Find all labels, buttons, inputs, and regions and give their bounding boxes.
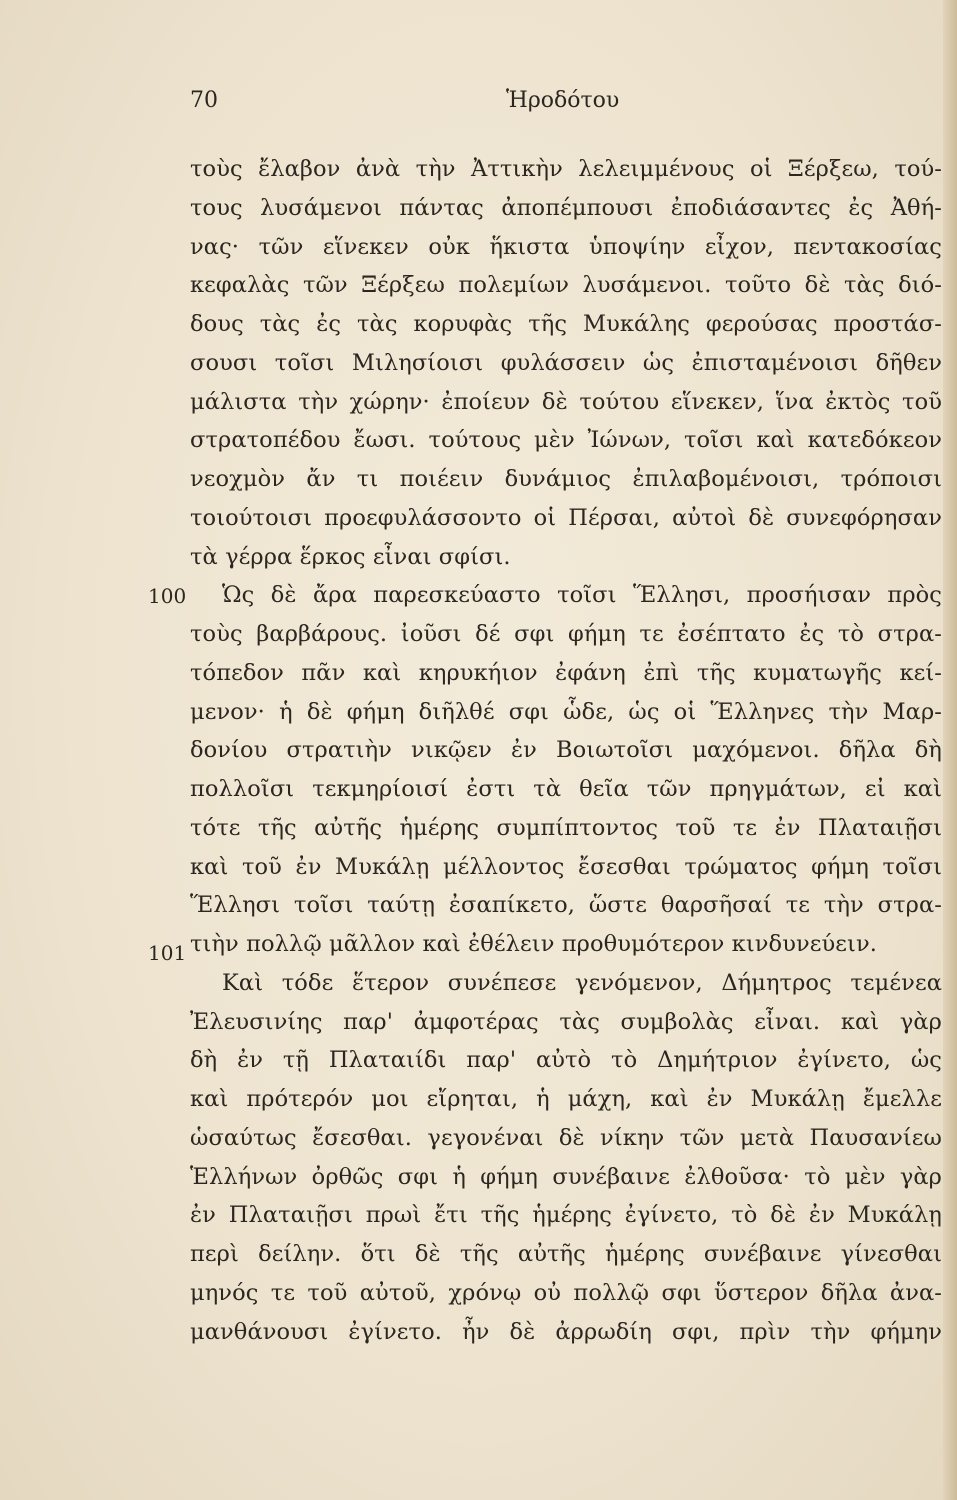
section-number: 100: [148, 584, 187, 608]
text-line: μενον· ἡ δὲ φήμη διῆλθέ σφι ὧδε, ὡς οἱ Ἕλληνες τὴν Μαρ-: [190, 698, 942, 725]
text-line: τότε τῆς αὐτῆς ἡμέρης συμπίπτοντος τοῦ τε ἐν Πλαταιῇσι: [190, 814, 942, 841]
text-line: Ἑλλήνων ὀρθῶς σφι ἡ φήμη συνέβαινε ἐλθοῦσα· τὸ μὲν γὰρ: [190, 1163, 942, 1190]
text-line: μηνός τε τοῦ αὐτοῦ, χρόνῳ οὐ πολλῷ σφι ὕστερον δῆλα ἀνα-: [190, 1279, 942, 1306]
text-line: τόπεδον πᾶν καὶ κηρυκήιον ἐφάνη ἐπὶ τῆς κυματωγῆς κεί-: [190, 659, 942, 686]
text-line: δους τὰς ἐς τὰς κορυφὰς τῆς Μυκάλης φερούσας προστάσ-: [190, 311, 942, 337]
body-text: [190, 150, 942, 1351]
text-line: δὴ ἐν τῇ Πλαταιίδι παρ' αὐτὸ τὸ Δημήτριον ἐγίνετο, ὡς: [190, 1047, 942, 1074]
text-line: καὶ πρότερόν μοι εἴρηται, ἡ μάχη, καὶ ἐν Μυκάλῃ ἔμελλε: [190, 1086, 942, 1112]
section-number: 101: [148, 941, 187, 965]
text-line: τὰ γέρρα ἕρκος εἶναι σφίσι.: [190, 543, 511, 570]
text-line: περὶ δείλην. ὅτι δὲ τῆς αὐτῆς ἡμέρης συνέβαινε γίνεσθαι: [190, 1241, 942, 1267]
text-line: ὡσαύτως ἔσεσθαι. γεγονέναι δὲ νίκην τῶν μετὰ Παυσανίεω: [190, 1124, 942, 1151]
running-title: Ἡροδότου: [506, 88, 620, 113]
text-line: στρατοπέδου ἔωσι. τούτους μὲν Ἰώνων, τοῖσι καὶ κατεδόκεον: [190, 427, 942, 454]
paragraph-start-line: Καὶ τόδε ἕτερον συνέπεσε γενόμενον, Δήμητρος τεμένεα: [222, 969, 942, 996]
page-header: [190, 88, 942, 120]
text-line: τους λυσάμενοι πάντας ἀποπέμπουσι ἐποδιάσαντες ἐς Ἀθή-: [190, 194, 942, 221]
text-line: Ἕλλησι τοῖσι ταύτῃ ἐσαπίκετο, ὥστε θαρσῆσαί τε τὴν στρα-: [190, 892, 942, 919]
text-line: σουσι τοῖσι Μιλησίοισι φυλάσσειν ὡς ἐπισταμένοισι δῆθεν: [190, 349, 942, 376]
text-line: νας· τῶν εἵνεκεν οὐκ ἥκιστα ὑποψίην εἶχον, πεντακοσίας: [190, 233, 942, 260]
page-number: 70: [190, 88, 218, 113]
text-line: καὶ τοῦ ἐν Μυκάλῃ μέλλοντος ἔσεσθαι τρώματος φήμη τοῖσι: [190, 853, 942, 880]
text-line: κεφαλὰς τῶν Ξέρξεω πολεμίων λυσάμενοι. τοῦτο δὲ τὰς διό-: [190, 272, 942, 299]
text-line: δονίου στρατιὴν νικῷεν ἐν Βοιωτοῖσι μαχόμενοι. δῆλα δὴ: [190, 737, 942, 764]
text-line: πολλοῖσι τεκμηρίοισί ἐστι τὰ θεῖα τῶν πρηγμάτων, εἰ καὶ: [190, 776, 942, 802]
text-line: τιὴν πολλῷ μᾶλλον καὶ ἐθέλειν προθυμότερον κινδυνεύειν.: [190, 931, 877, 957]
text-line: νεοχμὸν ἄν τι ποιέειν δυνάμιος ἐπιλαβομένοισι, τρόποισι: [190, 466, 942, 492]
text-line: τοιούτοισι προεφυλάσσοντο οἱ Πέρσαι, αὐτοὶ δὲ συνεφόρησαν: [190, 504, 942, 531]
text-line: τοὺς βαρβάρους. ἰοῦσι δέ σφι φήμη τε ἐσέπτατο ἐς τὸ στρα-: [190, 621, 942, 647]
text-line: ἐν Πλαταιῇσι πρωὶ ἔτι τῆς ἡμέρης ἐγίνετο, τὸ δὲ ἐν Μυκάλῃ: [190, 1202, 942, 1229]
text-line: μανθάνουσι ἐγίνετο. ἦν δὲ ἀρρωδίη σφι, πρὶν τὴν φήμην: [190, 1318, 942, 1345]
page-edge: [943, 0, 957, 1500]
text-line: τοὺς ἔλαβον ἀνὰ τὴν Ἀττικὴν λελειμμένους οἱ Ξέρξεω, τού-: [190, 156, 942, 182]
text-line: μάλιστα τὴν χώρην· ἐποίευν δὲ τούτου εἵνεκεν, ἵνα ἐκτὸς τοῦ: [190, 388, 942, 415]
paragraph-start-line: Ὡς δὲ ἄρα παρεσκεύαστο τοῖσι Ἕλλησι, προσήισαν πρὸς: [222, 582, 942, 609]
text-line: Ἐλευσινίης παρ' ἀμφοτέρας τὰς συμβολὰς εἶναι. καὶ γὰρ: [190, 1008, 942, 1035]
